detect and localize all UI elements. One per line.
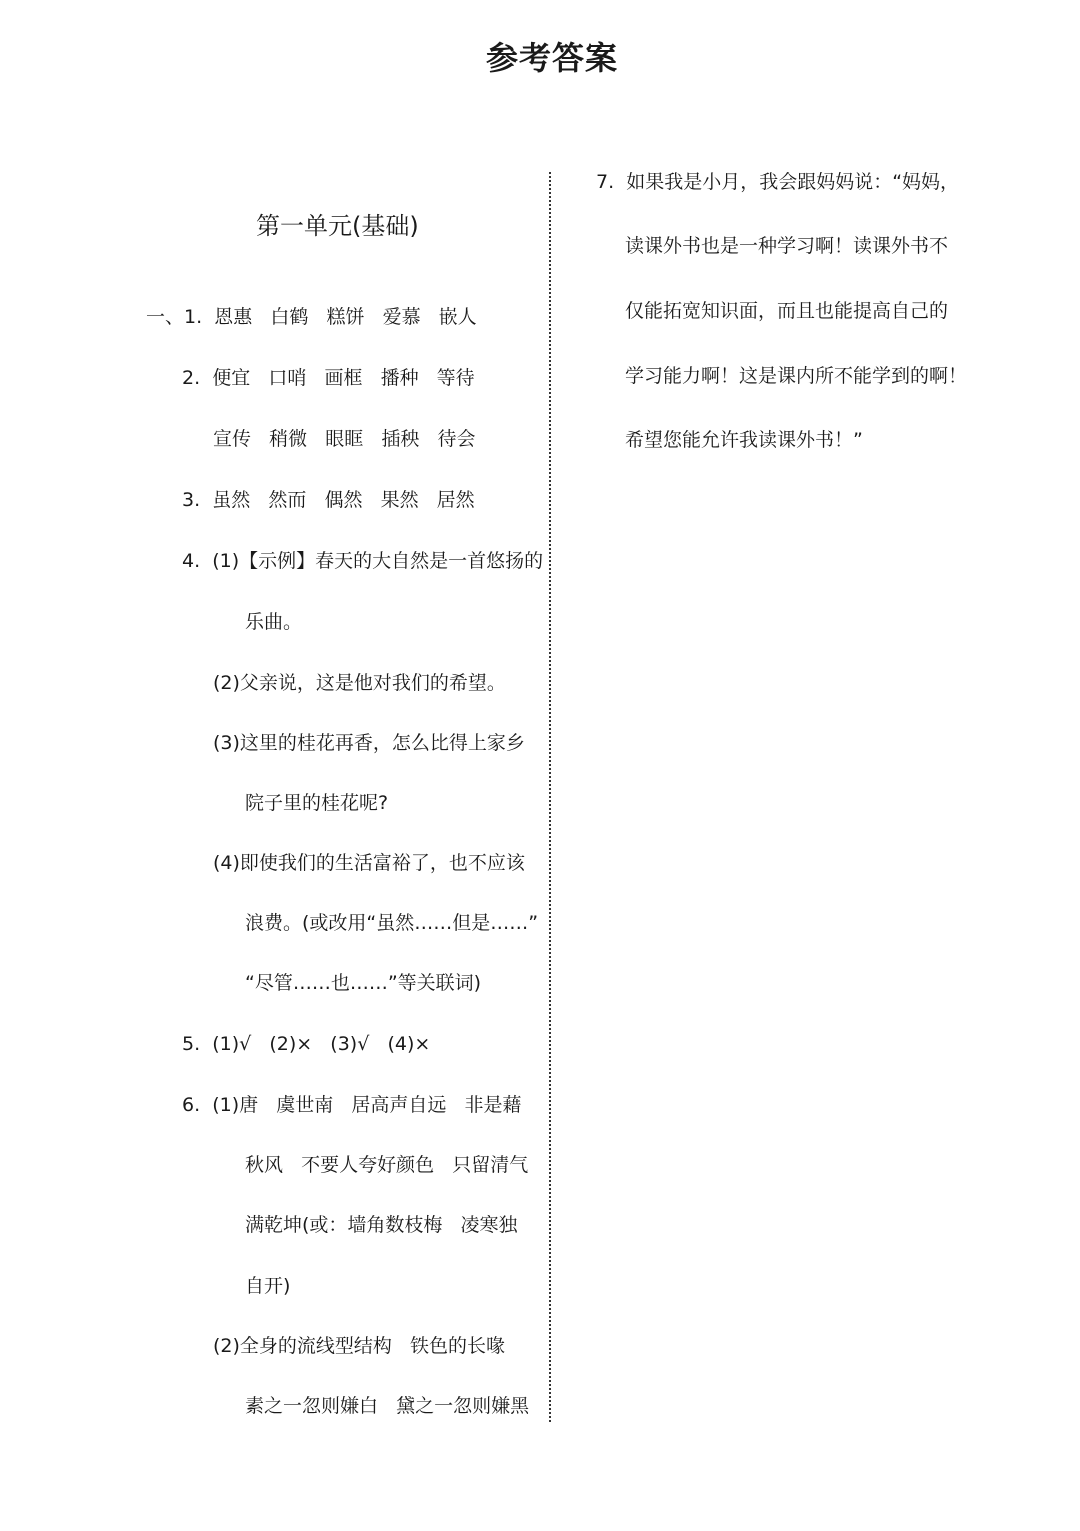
answer-line: 素之一忽则嫌白 黛之一忽则嫌黑 — [245, 1395, 530, 1417]
answer-line: 一、1. 恩惠 白鹤 糕饼 爱慕 嵌人 — [146, 306, 477, 328]
answer-line: 学习能力啊！这是课内所不能学到的啊！ — [625, 365, 968, 387]
answer-line: 乐曲。 — [245, 611, 303, 633]
answer-line: 6. (1)唐 虞世南 居高声自远 非是藉 — [182, 1094, 522, 1116]
answer-line: 希望您能允许我读课外书！” — [625, 429, 863, 451]
answer-line: 5. (1)√ (2)× (3)√ (4)× — [182, 1033, 431, 1055]
answer-line: 自开) — [245, 1275, 291, 1297]
answer-line: “尽管……也……”等关联词) — [245, 972, 482, 994]
answer-line: 浪费。(或改用“虽然……但是……” — [245, 912, 539, 934]
answer-line: 院子里的桂花呢? — [245, 792, 389, 814]
page-title: 参考答案 — [486, 39, 619, 77]
answer-line: 宣传 稍微 眼眶 插秧 待会 — [213, 428, 476, 450]
answer-line: 3. 虽然 然而 偶然 果然 居然 — [182, 489, 475, 511]
answer-line: 读课外书也是一种学习啊！读课外书不 — [625, 235, 949, 257]
section-heading: 第一单元(基础) — [256, 212, 419, 240]
answer-line: (4)即使我们的生活富裕了，也不应该 — [213, 852, 525, 874]
answer-line: (3)这里的桂花再香，怎么比得上家乡 — [213, 732, 525, 754]
answer-line: 秋风 不要人夸好颜色 只留清气 — [245, 1154, 529, 1176]
answer-line: 仅能拓宽知识面，而且也能提高自己的 — [625, 300, 949, 322]
answer-line: 4. (1)【示例】春天的大自然是一首悠扬的 — [182, 550, 544, 572]
column-divider — [549, 172, 551, 1422]
answer-line: 2. 便宜 口哨 画框 播种 等待 — [182, 367, 475, 389]
answer-line: 满乾坤(或：墙角数枝梅 凌寒独 — [245, 1214, 518, 1236]
answer-line: 7. 如果我是小月，我会跟妈妈说：“妈妈， — [596, 171, 960, 193]
answer-line: (2)父亲说，这是他对我们的希望。 — [213, 672, 506, 694]
answer-line: (2)全身的流线型结构 铁色的长喙 — [213, 1335, 506, 1357]
